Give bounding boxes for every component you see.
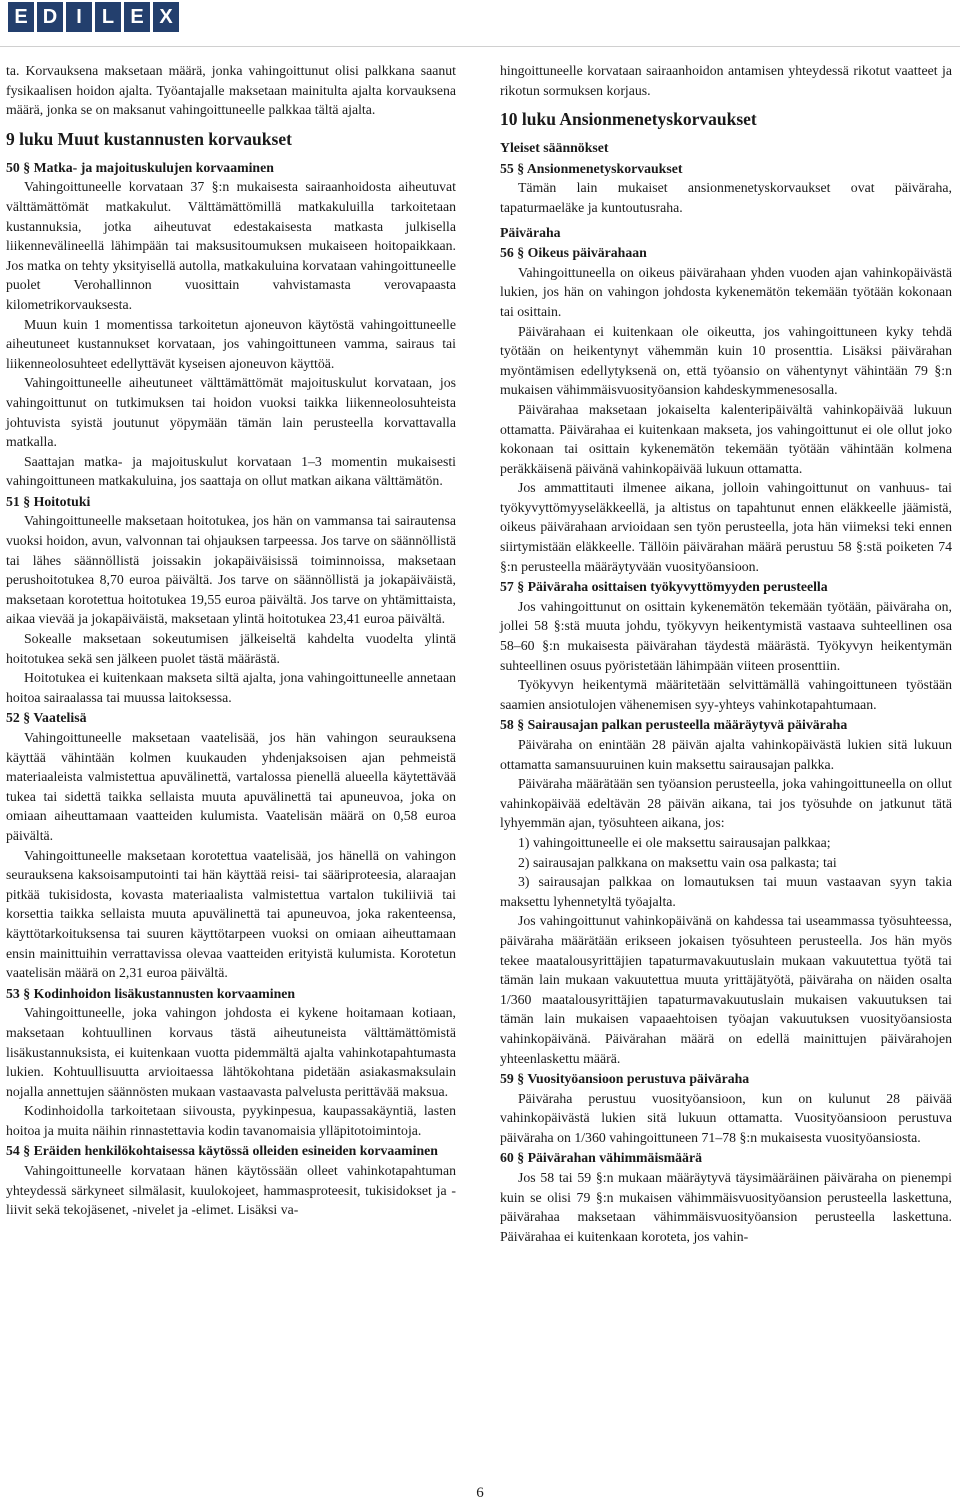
- section-heading: 59 § Vuosityöansioon perustuva päiväraha: [500, 1071, 750, 1087]
- paragraph: Vahingoittuneelle aiheutuneet välttämättömät majoituskulut korvataan, jos vahingoittunut on tutkimuksen tai hoidon vuoksi taikka liikenneolosuhteista johtuvista syistä joutunut yöpymään tämän lain perusteella korvattavalla matkalla.: [6, 375, 456, 450]
- subheading: Yleiset säännökset: [500, 140, 609, 156]
- paragraph: Vahingoittuneelle, joka vahingon johdosta ei kykene hoitamaan kotiaan, maksetaan kohtuullinen korvaus tästä aiheutuneista välttämättömistä lisäkustannuksista, ei kuitenkaan vuotta pidemmältä ajalta vahinkotapahtumasta lukien. Kohtuullisuutta arvioitaessa lähtökohtana pidetään asiakasmaksulain nojalla annettujen säännösten mukaan vastaavasta palvelusta perittävää maksua.: [6, 1005, 456, 1099]
- chapter-heading: 9 luku Muut kustannusten korvaukset: [6, 128, 292, 149]
- edilex-logo: [8, 2, 179, 32]
- list-item: 2) sairausajan palkkana on maksettu vain osa palkasta; tai: [518, 854, 837, 870]
- logo-letter: L: [101, 6, 115, 28]
- paragraph: Vahingoittuneelle maksetaan vaatelisää, jos hän vahingon seurauksena käyttää vähintään kolmen kuukauden yhdenjaksoisen ajan pehmeistä materiaaleista valmistettua apuvälinettä, vartalossa pienellä alueella käytettävää tukea tai sidettä taikka sellaista muuta apuvälinettä tai apuneuvoa, joka on omiaan aiheuttamaan vaatteiden kulumista. Vaatelisän määrä on 0,58 euroa päivältä.: [6, 730, 456, 843]
- paragraph: hingoittuneelle korvataan sairaanhoidon antamisen yhteydessä rikotut vaatteet ja rikotun sormuksen korjaus.: [500, 63, 952, 98]
- section-heading: 52 § Vaatelisä: [6, 710, 87, 726]
- right-column: [500, 61, 952, 1246]
- logo-letter: E: [130, 6, 144, 28]
- paragraph: ta. Korvauksena maksetaan määrä, jonka vahingoittunut olisi palkkana saanut fysikaalisen hoidon ajalta. Työantajalle maksetaan mainitulta ajalta korvauksena määrä, jonka se on maksanut vahingoittuneelle palkkaa tältä ajalta.: [6, 63, 456, 118]
- paragraph: Päiväraha määrätään sen työansion perusteella, joka vahingoittuneella on ollut vahinkopäivää edeltävän 28 päivän aikana, tai jos työsuhde on jatkunut tätä lyhyemmän ajan, työsuhteen aikana, jos:: [500, 776, 952, 831]
- logo-letter: X: [159, 6, 173, 28]
- paragraph: Työkyvyn heikentymä määritetään selvittämällä vahingoittuneen työstään saamien ansiotulojen vähenemisen syy-yhteys vahinkotapahtumaan.: [500, 677, 952, 712]
- paragraph: Jos 58 tai 59 §:n mukaan määräytyvä täysimääräinen päiväraha on pienempi kuin se olisi 79 §:n mukaisen vähimmäisvuosityöansion perusteella laskettuna, päivärahaa maksetaan vähimmäisvuosityöansion perusteella laskettuna. Päivärahaa ei kuitenkaan koroteta, jos vahin-: [500, 1170, 952, 1244]
- subheading: Päiväraha: [500, 224, 561, 240]
- paragraph: Vahingoittuneella on oikeus päivärahaan yhden vuoden ajan vahinkopäivästä lukien, jos hän on vahingon johdosta kykenemätön tekemään työtään kokonaan tai osittain.: [500, 264, 952, 319]
- paragraph: Päivärahaa maksetaan jokaiselta kalenteripäivältä vahinkopäivää lukuun ottamatta. Päivärahaa ei kuitenkaan makseta, jos vahingoittunut ei ole ollut joko kokonaan tai osittain kykenemätön tekemään työtään vähintään kolmena peräkkäisenä päivänä vahinkopäivää lukuun ottamatta.: [500, 401, 952, 476]
- paragraph: Jos vahingoittunut vahinkopäivänä on kahdessa tai useammassa työsuhteessa, päiväraha määrätään erikseen jokaisen työsuhteen perusteella. Jos hän myös tekee maatalousyrittäjien tapaturmavakuutuslain mukaan vakuutettua työtä tai tämän lain mukaan vakuutettua muuta yrittäjätyötä, päiväraha on näiden osalta 1/360 maatalousyrittäjien tapaturmavakuutuslain mukaisen vakuutuksen tai tämän lain mukaisen vapaaehtoisen työajan vakuutuksen vuosityöansiosta vahinkopäivänä. Päivärahan määrä on edellä mainittujen päivärahojen yhteenlaskettu määrä.: [500, 913, 952, 1066]
- chapter-heading: 10 luku Ansionmenetyskorvaukset: [500, 109, 757, 130]
- section-heading: 60 § Päivärahan vähimmäismäärä: [500, 1150, 702, 1166]
- logo-letter: D: [42, 6, 58, 28]
- paragraph: Vahingoittuneelle korvataan 37 §:n mukaisesta sairaanhoidosta aiheutuvat välttämättömät matkakulut. Välttämättömillä matkakuluilla tarkoitetaan kustannuksia, jotka aiheutuvat edestakaisesta matkasta julkisella liikennevälineellä lähimpään tai maksusitoumuksen mukaiseen hoitopaikkaan. Jos matka on tehty yksityisellä autolla, matkakuluina korvataan vahingoittuneelle puolet Verohallinnon vuosittain vahvistamasta verovapaasta kilometrikorvauksesta.: [6, 179, 456, 312]
- paragraph: Päiväraha perustuu vuosityöansioon, kun on kulunut 28 päivää vahinkopäivästä lukien sitä lukuun ottamatta. Vuosityöansioon perustuva päiväraha on 1/360 vahingoittuneen 71–78 §:n mukaisesta vuosityöansiosta.: [500, 1090, 952, 1145]
- section-heading: 51 § Hoitotuki: [6, 493, 91, 509]
- list-item: 3) sairausajan palkkaa on lomautuksen tai muun vastaavan syyn takia maksettu lyhennetyltä työajalta.: [500, 874, 952, 909]
- section-heading: 54 § Eräiden henkilökohtaisessa käytössä olleiden esineiden korvaaminen: [6, 1143, 438, 1159]
- paragraph: Vahingoittuneelle maksetaan hoitotukea, jos hän on vammansa tai sairautensa vuoksi hoidon, avun, valvonnan tai ohjauksen tarpeessa. Jos tarve on säännöllistä tai lähes säännöllistä joissakin jokapäiväisissä toiminnoissa, maksetaan perushoitotukea 8,70 euroa päivältä. Jos tarve on säännöllistä ja jokapäiväistä, maksetaan korotettua hoitotukea 19,55 euroa päivältä. Jos tarve on yhtämittaista, aikaa vievää ja jokapäiväistä, maksetaan ylintä hoitotukea 23,41 euroa päivältä.: [6, 513, 456, 627]
- section-heading: 56 § Oikeus päivärahaan: [500, 245, 647, 261]
- paragraph: Päiväraha on enintään 28 päivän ajalta vahinkopäivästä lukien sitä lukuun ottamatta samansuuruinen kuin maksettu sairausajan palkka.: [500, 737, 952, 772]
- left-column: [6, 61, 456, 1220]
- paragraph: Päivärahaan ei kuitenkaan ole oikeutta, jos vahingoittuneen kyky tehdä työtään on heikentynyt vähemmän kuin 10 prosenttia. Lisäksi päivärahan myöntämisen edellytyksenä on, että työansio on vähentynyt vähintään 79 §:n mukaisen vähimmäisvuosityöansion kahdeskymmenesosalla.: [500, 323, 952, 398]
- paragraph: Kodinhoidolla tarkoitetaan siivousta, pyykinpesua, kaupassakäyntiä, lasten hoitoa ja muita näihin rinnastettavia kodin tavanomaisia ylläpitotoimintoja.: [6, 1103, 456, 1138]
- section-heading: 58 § Sairausajan palkan perusteella määräytyvä päiväraha: [500, 717, 848, 733]
- paragraph: Saattajan matka- ja majoituskulut korvataan 1–3 momentin mukaisesti vahingoittuneen matkakuluina, jos saattaja on ollut matkan aikana välttämätön.: [6, 453, 456, 489]
- paragraph: Tämän lain mukaiset ansionmenetyskorvaukset ovat päiväraha, tapaturmaeläke ja kuntoutusraha.: [500, 180, 952, 215]
- header-divider: [0, 46, 960, 47]
- section-heading: 57 § Päiväraha osittaisen työkyvyttömyyden perusteella: [500, 579, 828, 595]
- paragraph: Vahingoittuneelle maksetaan korotettua vaatelisää, jos hänellä on vahingon seurauksena kaksoisamputointi tai hän käyttää reisi- tai sääriproteesia, alaraajan pitkää tukisidosta, kovasta materiaalista valmistettua vartalon tukiliiviä tai korsettia taikka sellaista muuta apuvälinettä tai apuneuvoa, joka rakenteensa, käyttötarkoituksensa tai suuren käyttötarpeen vuoksi on omiaan aiheuttamaan ensin mainittuihin verrattavissa olevaa vaatteiden erityistä kulumista. Korotetun vaatelisän määrä on 2,31 euroa päivältä.: [6, 847, 456, 981]
- page-number: 6: [476, 1485, 484, 1501]
- paragraph: Hoitotukea ei kuitenkaan makseta siltä ajalta, jona vahingoittuneelle annetaan hoitoa sairaalassa tai muussa laitoksessa.: [6, 670, 456, 705]
- logo-letter: E: [14, 6, 28, 28]
- paragraph: Jos ammattitauti ilmenee aikana, jolloin vahingoittunut on vanhuus- tai työkyvyttömyyseläkkeellä, ja altistus on tapahtunut ennen eläkkeelle jäämistä, oikeus päivärahaan arvioidaan sen työn perusteella, jota hän viimeksi teki ennen siirtymistään eläkkeelle. Tällöin päivärahan määrä perustuu 58 §:stä poiketen 74 §:n perusteella määräytyvään vuosityöansioon.: [500, 480, 952, 574]
- section-heading: 50 § Matka- ja majoituskulujen korvaaminen: [6, 159, 274, 175]
- paragraph: Vahingoittuneelle korvataan hänen käytössään olleet vahinkotapahtuman yhteydessä särkyneet silmälasit, kuulokojeet, hammasproteesit, tukisidokset ja -liivit sekä tekojäsenet, -nivelet ja -elimet. Lisäksi va-: [6, 1163, 456, 1218]
- section-heading: 55 § Ansionmenetyskorvaukset: [500, 160, 683, 176]
- section-heading: 53 § Kodinhoidon lisäkustannusten korvaaminen: [6, 985, 296, 1001]
- paragraph: Jos vahingoittunut on osittain kykenemätön tekemään työtään, päiväraha on, jollei 58 §:stä muuta johdu, työkyvyn heikentymistä vastaava suhteellinen osa 58–60 §:n mukaisesta päivärahan täydestä määrästä. Työkyvyn heikentymän suhteellinen osuus pyöristetään lähimpään viiteen prosenttiin.: [500, 598, 952, 673]
- list-item: 1) vahingoittuneelle ei ole maksettu sairausajan palkkaa;: [518, 834, 831, 850]
- paragraph: Muun kuin 1 momentissa tarkoitetun ajoneuvon käytöstä vahingoittuneelle aiheutuneet kustannukset korvataan, jos vahingoittuneen vamma, sairaus tai liikenneolosuhteet edellyttävät kyseisen ajoneuvon käyttöä.: [6, 316, 456, 371]
- logo-letter: I: [76, 6, 82, 28]
- paragraph: Sokealle maksetaan sokeutumisen jälkeiseltä kahdelta vuodelta ylintä hoitotukea sekä sen jälkeen puolet tästä määrästä.: [6, 631, 456, 666]
